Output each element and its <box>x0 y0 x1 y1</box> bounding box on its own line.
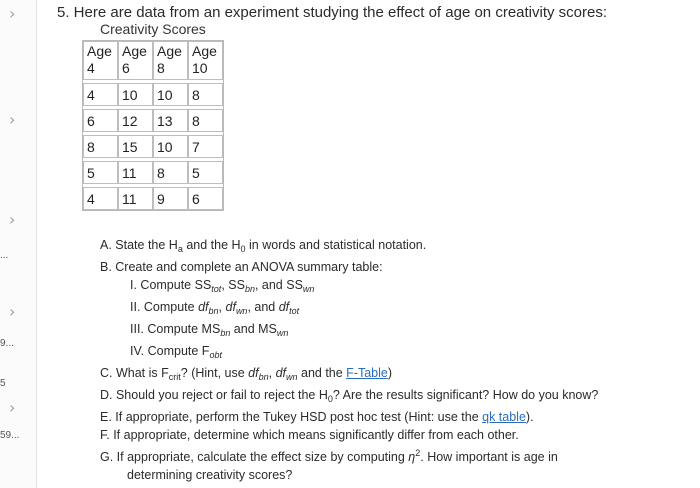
column-header: Age 4 <box>83 41 118 80</box>
qk-table-link[interactable]: qk table <box>482 410 526 424</box>
table-cell: 5 <box>188 161 223 184</box>
task-a: A. State the $H_a$ and the $H_0$ in words and statistical notation. <box>100 238 427 254</box>
chevron-right-icon[interactable]: › <box>9 4 16 23</box>
chevron-right-icon[interactable]: › <box>9 110 16 129</box>
task-b-i: I. Compute $SS_{tot}$, $SS_{bn}$, and $SS_{wn}$ <box>130 278 315 294</box>
chevron-right-icon[interactable]: › <box>9 398 16 417</box>
task-g: G. If appropriate, calculate the effect size by computing $\eta^2$. How important is age in <box>100 448 558 464</box>
rail-label: 5 <box>0 378 6 389</box>
task-list <box>100 236 598 484</box>
table-cell: 8 <box>188 83 223 106</box>
table-row <box>83 187 223 210</box>
table-cell: 5 <box>83 161 118 184</box>
table-cell: 6 <box>83 109 118 132</box>
table-cell: 8 <box>188 109 223 132</box>
table-cell: 7 <box>188 135 223 158</box>
table-row <box>83 135 223 158</box>
column-header: Age 10 <box>188 41 223 80</box>
rail-label: 59... <box>0 430 20 441</box>
table-cell: 11 <box>118 161 153 184</box>
table-cell: 15 <box>118 135 153 158</box>
table-cell: 9 <box>153 187 188 210</box>
task-b-iii: III. Compute $MS_{bn}$ and $MS_{wn}$ <box>130 322 289 338</box>
table-header-row <box>83 41 223 80</box>
rail-label: 9... <box>0 338 14 349</box>
table-cell: 8 <box>83 135 118 158</box>
table-cell: 10 <box>153 83 188 106</box>
task-b: B. Create and complete an ANOVA summary table: <box>100 260 383 274</box>
table-caption: Creativity Scores <box>100 21 206 37</box>
task-c: C. What is $F_{crit}$? (Hint, use $df_{bn}$, $df_{wn}$ and the F-Table) <box>100 366 393 382</box>
table-cell: 10 <box>153 135 188 158</box>
table-row <box>83 109 223 132</box>
task-d: D. Should you reject or fail to reject the $H_0$? Are the results significant? How do you know? <box>100 388 599 404</box>
chevron-right-icon[interactable]: › <box>9 302 16 321</box>
table-row <box>83 161 223 184</box>
question-title: 5. Here are data from an experiment studying the effect of age on creativity scores: <box>57 4 608 21</box>
task-g-continued: determining creativity scores? <box>127 468 293 482</box>
table-row <box>83 83 223 106</box>
column-header: Age 8 <box>153 41 188 80</box>
task-f: F. If appropriate, determine which means significantly differ from each other. <box>100 428 519 442</box>
rail-label: ... <box>0 250 9 261</box>
task-b-iv: IV. Compute $F_{obt}$ <box>130 344 222 360</box>
chevron-right-icon[interactable]: › <box>9 210 16 229</box>
table-cell: 12 <box>118 109 153 132</box>
table-cell: 4 <box>83 83 118 106</box>
table-cell: 10 <box>118 83 153 106</box>
f-table-link[interactable]: F-Table <box>346 366 388 380</box>
task-b-ii: II. Compute $df_{bn}$, $df_{wn}$, and $df_{tot}$ <box>130 300 300 316</box>
table-cell: 4 <box>83 187 118 210</box>
table-cell: 13 <box>153 109 188 132</box>
table-cell: 11 <box>118 187 153 210</box>
table-cell: 8 <box>153 161 188 184</box>
column-header: Age 6 <box>118 41 153 80</box>
table-cell: 6 <box>188 187 223 210</box>
creativity-scores-table <box>82 40 224 211</box>
left-navigation-rail <box>0 0 37 488</box>
task-e: E. If appropriate, perform the Tukey HSD post hoc test (Hint: use the qk table). <box>100 410 534 424</box>
